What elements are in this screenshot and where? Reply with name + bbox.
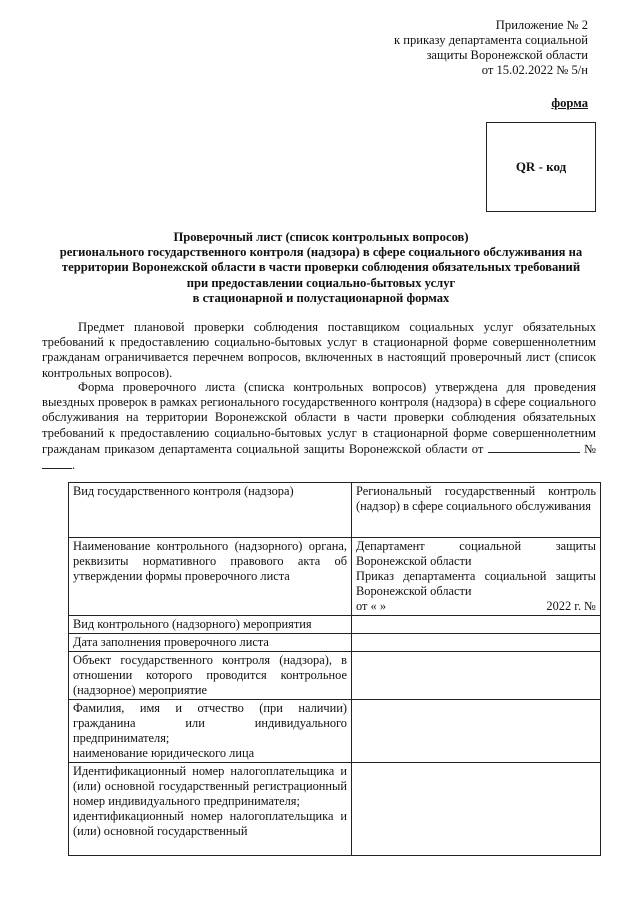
table-row	[69, 763, 601, 856]
order-reference: Приказ департамента социальной защиты Воронежской области	[356, 569, 596, 598]
row-label: Вид государственного контроля (надзора)	[69, 483, 352, 538]
order-date-suffix: 2022 г. №	[546, 599, 596, 613]
appendix-line-4: от 15.02.2022 № 5/н	[481, 63, 588, 77]
row-value-empty[interactable]	[352, 652, 601, 700]
approval-text: Форма проверочного листа (списка контрольных вопросов) утверждена для проведения выездных проверок в рамках регионального государственного контроля (надзора) в сфере социального обслуживания на территории Воронежской области в части проверки соблюдения обязательных требований к предоставлению социально-бытовых услуг в стационарной форме совершеннолетним гражданам приказом департамента социальной защиты Воронежской области от	[42, 380, 596, 456]
row-value-empty[interactable]	[352, 616, 601, 634]
table-row	[69, 538, 601, 616]
row-label: Наименование контрольного (надзорного) органа, реквизиты нормативного правового акта об утверждении формы проверочного листа	[69, 538, 352, 616]
row-value-empty[interactable]	[352, 700, 601, 763]
row-label	[69, 763, 352, 856]
row-label: Объект государственного контроля (надзора), в отношении которого проводится контрольное (надзорное) мероприятие	[69, 652, 352, 700]
row-label-part-1: Фамилия, имя и отчество (при наличии) гражданина или индивидуального предпринимателя;	[73, 701, 347, 745]
row-value: Региональный государственный контроль (надзор) в сфере социального обслуживания	[352, 483, 601, 538]
appendix-line-1: Приложение № 2	[495, 18, 588, 32]
title-line-5: в стационарной и полустационарной формах	[192, 290, 450, 305]
form-label: форма	[551, 96, 588, 110]
order-date-line	[356, 599, 596, 614]
row-label-part-1: Идентификационный номер налогоплательщика и (или) основной государственный регистрационный номер индивидуального предпринимателя;	[73, 764, 347, 808]
row-label: Вид контрольного (надзорного) мероприятия	[69, 616, 352, 634]
row-value-empty[interactable]	[352, 763, 601, 856]
title-line-2: регионального государственного контроля (надзора) в сфере социального обслуживания на	[59, 245, 583, 260]
title-line-4: при предоставлении социально-бытовых услуг	[186, 275, 456, 290]
date-blank	[488, 441, 580, 453]
number-blank	[42, 457, 72, 469]
appendix-line-3: защиты Воронежской области	[426, 48, 588, 62]
number-sign: №	[583, 441, 596, 456]
authority-name: Департамент социальной защиты Воронежской области	[356, 539, 596, 568]
table-row	[69, 483, 601, 538]
row-label	[69, 700, 352, 763]
table-row	[69, 616, 601, 634]
appendix-line-2: к приказу департамента социальной	[394, 33, 588, 47]
document-title	[40, 230, 602, 306]
qr-code-placeholder	[486, 122, 596, 212]
row-label-part-2: идентификационный номер налогоплательщика и (или) основной государственный	[73, 809, 347, 838]
row-value	[352, 538, 601, 616]
table-row	[69, 652, 601, 700]
appendix-header	[394, 18, 588, 78]
title-line-1: Проверочный лист (список контрольных вопросов)	[173, 230, 469, 244]
table-row	[69, 634, 601, 652]
row-value-empty[interactable]	[352, 634, 601, 652]
paragraph-scope: Предмет плановой проверки соблюдения поставщиком социальных услуг обязательных требований к предоставлению социально-бытовых услуг в стационарной форме совершеннолетним гражданам ограничивается перечнем вопросов, включенных в настоящий проверочный лист (список контрольных вопросов).	[42, 320, 596, 380]
row-label-part-2: наименование юридического лица	[73, 746, 255, 760]
qr-code-label: QR - код	[515, 159, 567, 174]
table-row	[69, 700, 601, 763]
checklist-table	[68, 482, 601, 856]
row-label: Дата заполнения проверочного листа	[69, 634, 352, 652]
paragraph-approval: Форма проверочного листа (списка контрольных вопросов) утверждена для проведения выездных проверок в рамках регионального государственного контроля (надзора) в сфере социального обслуживания на территории Воронежской области в части проверки соблюдения обязательных требований к предоставлению социально-бытовых услуг в стационарной форме совершеннолетним гражданам приказом департамента социальной защиты Воронежской области от № .	[42, 380, 596, 473]
order-date-prefix: от « »	[356, 599, 387, 613]
title-line-3: территории Воронежской области в части проверки соблюдения обязательных требований	[61, 260, 581, 275]
